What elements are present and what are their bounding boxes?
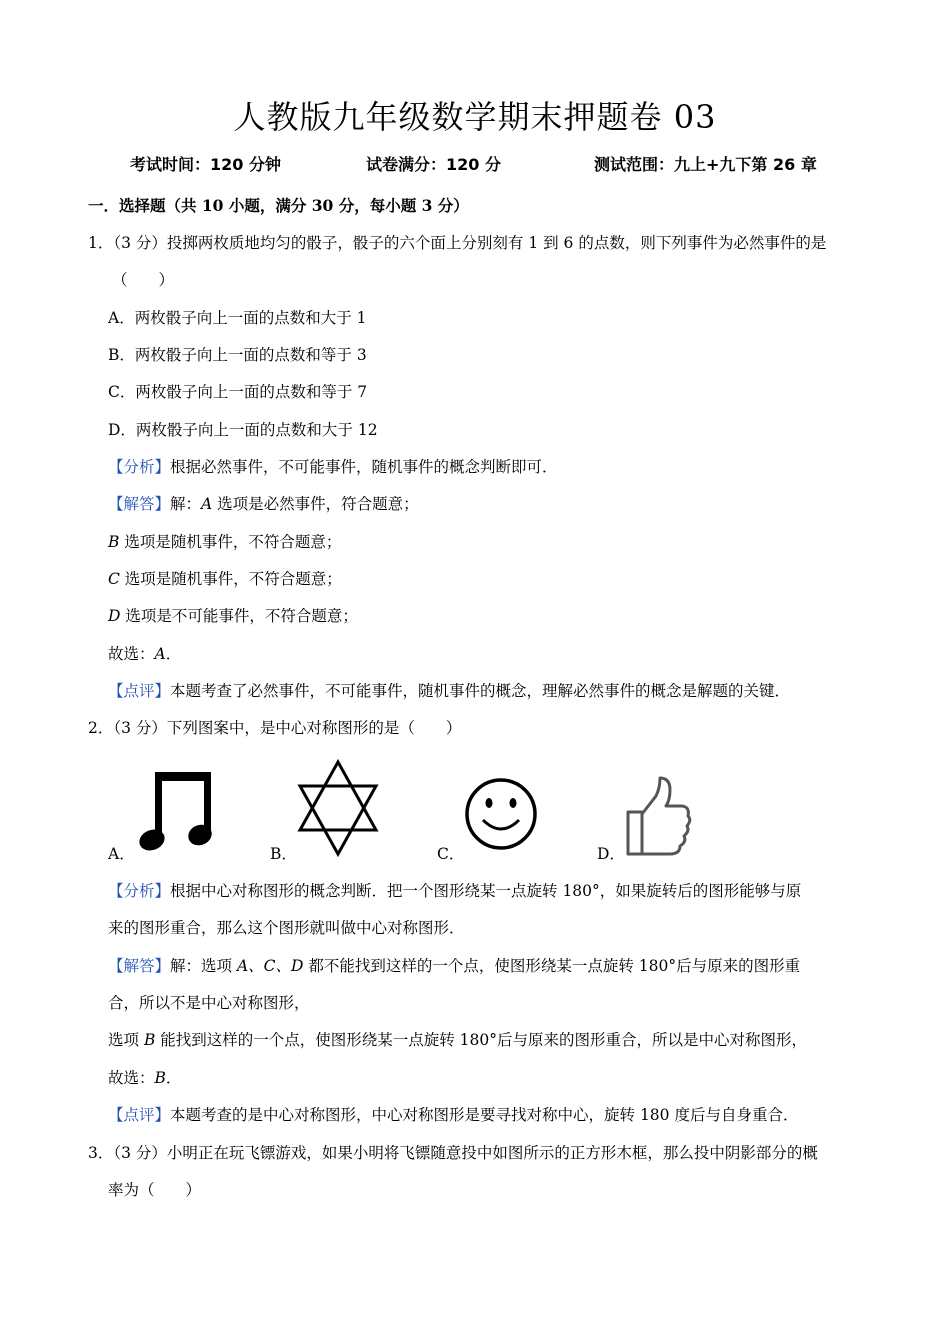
answer-prefix: 解：选项 <box>170 957 237 975</box>
answer-text: 能找到这样的一个点，使图形绕某一点旋转 180°后与原来的图形重合，所以是中心对称图形， <box>155 1031 808 1049</box>
thumbs-up-icon <box>622 774 692 858</box>
answer-var: B <box>143 1031 156 1049</box>
answer-tag: 【解答】 <box>108 495 171 513</box>
q2-comment <box>108 1105 798 1125</box>
q1-option-a: A．两枚骰子向上一面的点数和大于 1 <box>108 309 367 327</box>
q1-option-d: D．两枚骰子向上一面的点数和大于 12 <box>108 421 378 439</box>
q1-analysis <box>108 457 558 477</box>
smiley-face-icon <box>463 776 539 852</box>
q1-answer <box>108 494 419 514</box>
analysis-text: 根据必然事件，不可能事件，随机事件的概念判断即可． <box>170 458 558 476</box>
var-c: C <box>108 570 120 588</box>
analysis-tag: 【分析】 <box>108 882 171 900</box>
star-of-david-icon <box>296 758 380 858</box>
answer-vars: A、C、D <box>236 957 304 975</box>
section-heading: 一．选择题（共 10 小题，满分 30 分，每小题 3 分） <box>88 196 469 215</box>
q1-choice <box>108 644 181 664</box>
q1-answer-c <box>108 569 342 589</box>
answer-a-text: 选项是必然事件，符合题意； <box>212 495 419 513</box>
comment-text: 本题考查了必然事件，不可能事件，随机事件的概念，理解必然事件的概念是解题的关键． <box>170 682 791 700</box>
page-title: 人教版九年级数学期末押题卷 03 <box>233 98 717 136</box>
q2-stem: 2．（3 分）下列图案中，是中心对称图形的是（ ） <box>88 719 462 737</box>
music-note-icon <box>134 768 218 856</box>
answer-text: 都不能找到这样的一个点，使图形绕某一点旋转 180°后与原来的图形重 <box>303 957 801 975</box>
answer-b-text: 选项是随机事件，不符合题意； <box>119 533 342 551</box>
analysis-text: 根据中心对称图形的概念判断．把一个图形绕某一点旋转 180°，如果旋转后的图形能够与原 <box>170 882 802 900</box>
exam-range: 测试范围：九上+九下第 26 章 <box>594 155 817 174</box>
q3-stem: 3．（3 分）小明正在玩飞镖游戏，如果小明将飞镖随意投中如图所示的正方形木框，那么投中阴影部分的概 <box>88 1144 818 1162</box>
q2-answer-1 <box>108 956 800 976</box>
var-b: B <box>108 533 120 551</box>
q2-label-b: B． <box>270 845 297 863</box>
choice-suffix: ． <box>165 1069 182 1087</box>
choice-suffix: ． <box>165 645 182 663</box>
answer-d-text: 选项是不可能事件，不符合题意； <box>120 607 358 625</box>
q1-option-c: C．两枚骰子向上一面的点数和等于 7 <box>108 383 368 401</box>
choice-prefix: 故选： <box>108 645 155 663</box>
q3-stem-2: 率为（ ） <box>108 1181 202 1199</box>
answer-tag: 【解答】 <box>108 957 171 975</box>
comment-tag: 【点评】 <box>108 682 171 700</box>
analysis-tag: 【分析】 <box>108 458 171 476</box>
choice-var: A <box>154 645 166 663</box>
q2-label-c: C． <box>437 845 465 863</box>
q1-stem-bracket: （ ） <box>112 271 175 289</box>
q1-answer-b <box>108 532 341 552</box>
var-d: D <box>108 607 121 625</box>
comment-tag: 【点评】 <box>108 1106 171 1124</box>
comment-text: 本题考查的是中心对称图形，中心对称图形是要寻找对称中心，旋转 180 度后与自身重合． <box>170 1106 799 1124</box>
q2-answer-3 <box>108 1030 807 1050</box>
var-a: A <box>201 495 213 513</box>
answer-prefix: 解： <box>170 495 202 513</box>
answer-c-text: 选项是随机事件，不符合题意； <box>119 570 342 588</box>
q1-comment <box>108 681 790 701</box>
q2-label-a: A． <box>108 845 135 863</box>
q1-answer-d <box>108 606 358 626</box>
q1-stem: 1．（3 分）投掷两枚质地均匀的骰子，骰子的六个面上分别刻有 1 到 6 的点数，则下列事件为必然事件的是 <box>88 234 827 252</box>
q2-choice <box>108 1068 181 1088</box>
q2-answer-2: 合，所以不是中心对称图形， <box>108 994 310 1012</box>
exam-time: 考试时间：120 分钟 <box>130 155 281 174</box>
q1-option-b: B．两枚骰子向上一面的点数和等于 3 <box>108 346 367 364</box>
exam-score: 试卷满分：120 分 <box>366 155 501 174</box>
choice-prefix: 故选： <box>108 1069 155 1087</box>
q2-analysis-1 <box>108 881 801 901</box>
answer-prefix: 选项 <box>108 1031 144 1049</box>
choice-var: B <box>154 1069 166 1087</box>
q2-label-d: D． <box>597 845 625 863</box>
q2-analysis-2: 来的图形重合，那么这个图形就叫做中心对称图形． <box>108 919 465 937</box>
